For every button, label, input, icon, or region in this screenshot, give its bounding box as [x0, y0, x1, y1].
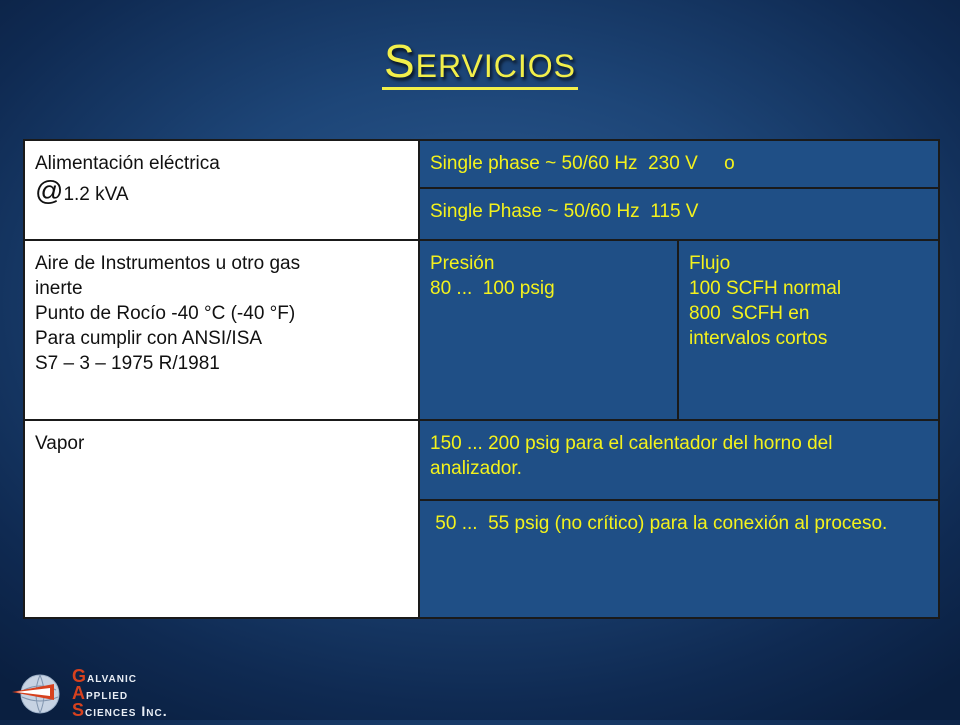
logo-initial: A: [72, 683, 86, 703]
power-kva: 1.2 kVA: [63, 184, 129, 205]
pressure-heading: Presión: [430, 253, 495, 274]
air-label-line: Para cumplir con ANSI/ISA: [35, 328, 263, 349]
power-at-symbol: @: [35, 175, 64, 206]
power-label: Alimentación eléctrica: [35, 153, 220, 174]
flow-short-2: intervalos cortos: [689, 328, 828, 349]
company-logo: [10, 664, 190, 720]
logo-word: pplied: [86, 686, 129, 702]
table-row: [24, 140, 939, 188]
table-row: [24, 420, 939, 500]
steam-label: Vapor: [35, 433, 85, 454]
flow-cell: [678, 240, 939, 420]
logo-word: ciences Inc.: [85, 703, 168, 719]
flow-short-1: 800 SCFH en: [689, 303, 810, 324]
globe-icon: [10, 664, 70, 720]
table-row: [24, 240, 939, 420]
flow-normal: 100 SCFH normal: [689, 278, 842, 299]
steam-value-1: 150 ... 200 psig para el calentador del horno del analizador.: [430, 433, 833, 479]
air-label-line: S7 – 3 – 1975 R/1981: [35, 353, 220, 374]
services-table: [23, 139, 940, 619]
logo-wordmark: [72, 668, 168, 719]
slide-title-text: Servicios: [382, 35, 578, 90]
air-label-line: Aire de Instrumentos u otro gas: [35, 253, 301, 274]
pressure-cell: [419, 240, 678, 420]
steam-value-2-cell: [419, 500, 939, 618]
steam-value-2: 50 ... 55 psig (no crítico) para la conexión al proceso.: [430, 513, 888, 534]
logo-initial: G: [72, 666, 88, 686]
steam-value-1-cell: [419, 420, 939, 500]
air-label-line: inerte: [35, 278, 83, 299]
slide-title: [0, 34, 960, 88]
power-value-1-cell: [419, 140, 939, 188]
power-label-cell: [24, 140, 419, 240]
power-rating: [35, 176, 408, 207]
air-label-cell: [24, 240, 419, 420]
logo-word: alvanic: [87, 669, 137, 685]
power-value-2: Single Phase ~ 50/60 Hz 115 V: [430, 201, 699, 222]
steam-label-cell: [24, 420, 419, 618]
air-label-line: Punto de Rocío -40 °C (-40 °F): [35, 303, 296, 324]
logo-initial: S: [72, 700, 86, 720]
power-value-1: Single phase ~ 50/60 Hz 230 V o: [430, 153, 735, 174]
pressure-value: 80 ... 100 psig: [430, 278, 555, 299]
power-value-2-cell: [419, 188, 939, 240]
flow-heading: Flujo: [689, 253, 731, 274]
